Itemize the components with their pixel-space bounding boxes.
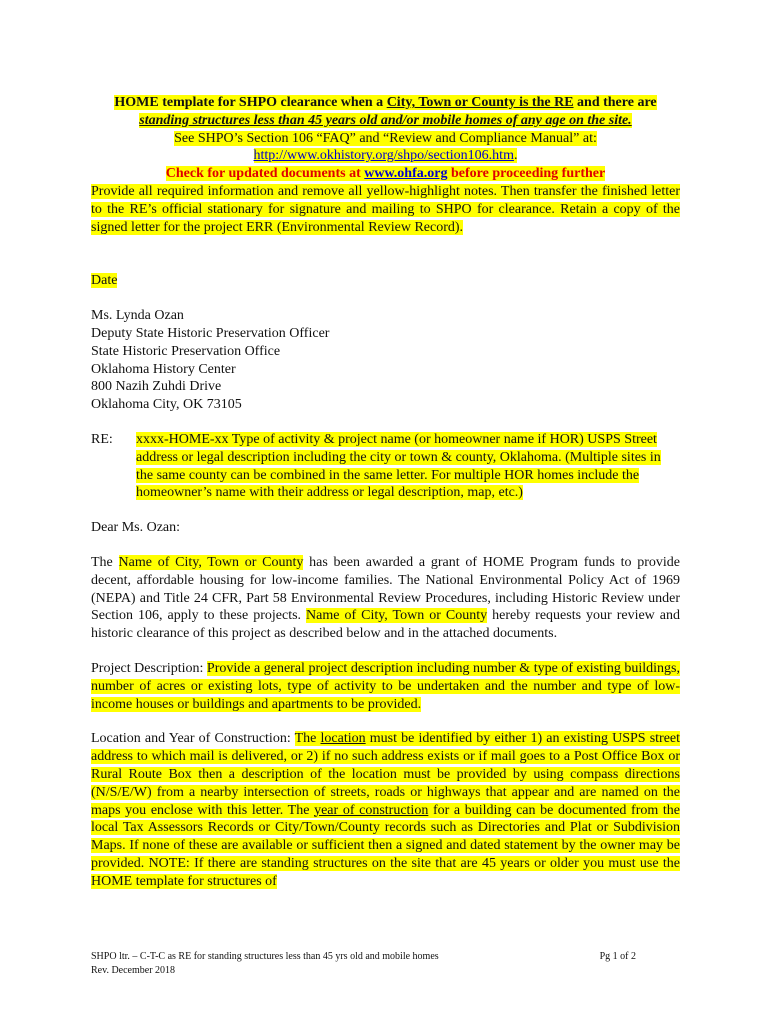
recipient-name: Ms. Lynda Ozan (91, 308, 184, 324)
re-label: RE: (91, 431, 113, 447)
re-text: xxxx-HOME-xx Type of activity & project name (or homeowner name if HOR) USPS Street address or legal description including the city or town & county, Oklahoma. (Multiple sites in the same county can be combined in the same letter. For multiple HOR homes include the homeowner’s name with their address or legal description, map, etc.) (136, 431, 661, 501)
header-line-2: standing structures less than 45 years old and/or mobile homes of any age on the site. (139, 112, 632, 128)
shpo-reference (91, 130, 680, 166)
recipient-office: State Historic Preservation Office (91, 343, 281, 359)
letter-content (91, 94, 680, 890)
footer-document-title: SHPO ltr. – C-T-C as RE for standing structures less than 45 yrs old and mobile homes (91, 951, 439, 962)
instructions-note: Provide all required information and remove all yellow-highlight notes. Then transfer the finished letter to the RE’s official stationary for signature and mailing to SHPO for clearance. Retain a copy of the signed letter for the project ERR (Environmental Review Record). (91, 183, 680, 235)
header-line-3: See SHPO’s Section 106 “FAQ” and “Review and Compliance Manual” at: (174, 130, 597, 146)
recipient-city: Oklahoma City, OK 73105 (91, 397, 242, 413)
location-paragraph: Location and Year of Construction: The location must be identified by either 1) an existing USPS street address to which mail is delivered, or 2) if no such address exists or if mail goes to a Post Office Box or Rural Route Box then a description of the location must be provided by using compass directions (N/S/E/W) from a nearby intersection of streets, roads or highways that appear and are named on the maps you enclose with this letter. The year of construction for a building can be documented from the local Tax Assessors Records or City/Town/County records such as Directories and Plat or Subdivision Maps. If none of these are available or sufficient then a signed and dated statement by the owner may be provided. NOTE: If there are standing structures on the site that are 45 years or older you must use the HOME template for structures of (91, 731, 681, 889)
update-notice: Check for updated documents at www.ohfa.org before proceeding further (165, 166, 606, 182)
page-footer (91, 950, 636, 978)
recipient-title: Deputy State Historic Preservation Officer (91, 325, 330, 341)
date-placeholder: Date (91, 273, 118, 289)
header-line-4: http://www.okhistory.org/shpo/section106.htm. (253, 148, 518, 164)
shpo-section106-link[interactable]: http://www.okhistory.org/shpo/section106.htm (253, 148, 514, 164)
body-paragraph-intro: The Name of City, Town or County has been awarded a grant of HOME Program funds to provide decent, affordable housing for low-income families. The National Environmental Policy Act of 1969 (NEPA) and Title 24 CFR, Part 58 Environmental Review Procedures, including Historic Review under Section 106, apply to these projects. Name of City, Town or County hereby requests your review and historic clearance of this project as described below and in the attached documents. (91, 554, 680, 642)
project-description: Project Description: Provide a general project description including number & type of existing buildings, number of acres or existing lots, type of activity to be undertaken and the number and type of low-income houses or buildings and apartments to be provided. (91, 660, 680, 712)
salutation: Dear Ms. Ozan: (91, 520, 181, 536)
recipient-address (91, 307, 680, 414)
ohfa-link[interactable]: www.ohfa.org (364, 166, 448, 182)
footer-revision: Rev. December 2018 (91, 965, 176, 976)
header-line-1: HOME template for SHPO clearance when a City, Town or County is the RE and there are (114, 95, 657, 110)
re-block (91, 431, 680, 502)
recipient-center: Oklahoma History Center (91, 361, 236, 377)
template-header (91, 94, 680, 130)
page-number: Pg 1 of 2 (599, 951, 636, 962)
recipient-street: 800 Nazih Zuhdi Drive (91, 379, 222, 395)
